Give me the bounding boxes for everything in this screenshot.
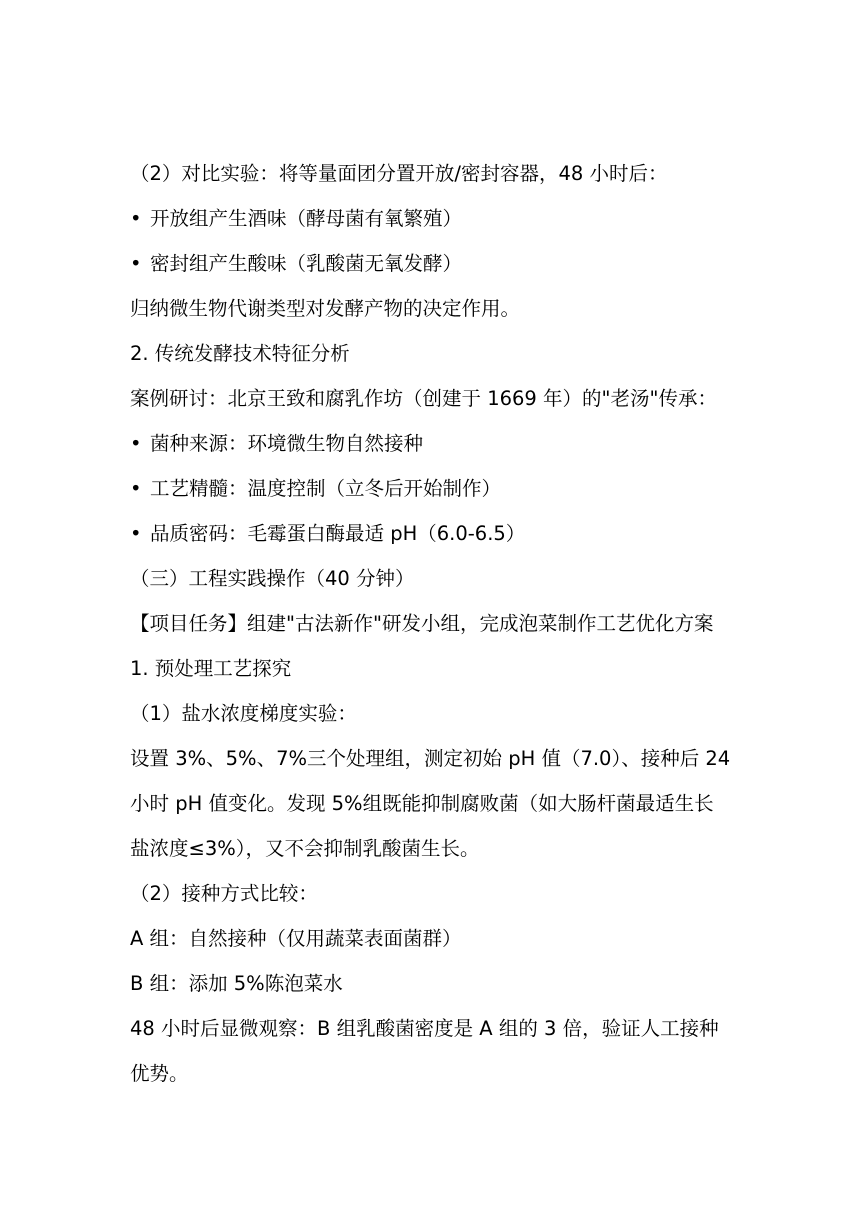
bullet-text: 品质密码：毛霉蛋白酶最适 pH（6.0-6.5）: [150, 522, 526, 545]
paragraph-line: A 组：自然接种（仅用蔬菜表面菌群）: [130, 927, 462, 950]
paragraph-line: 【项目任务】组建"古法新作"研发小组，完成泡菜制作工艺优化方案: [130, 612, 714, 635]
paragraph-line: 48 小时后显微观察：B 组乳酸菌密度是 A 组的 3 倍，验证人工接种: [130, 1017, 719, 1040]
paragraph-line: 案例研讨：北京王致和腐乳作坊（创建于 1669 年）的"老汤"传承：: [130, 387, 717, 410]
paragraph-line: 小时 pH 值变化。发现 5%组既能抑制腐败菌（如大肠杆菌最适生长: [130, 792, 714, 815]
paragraph-line: 盐浓度≤3%），又不会抑制乳酸菌生长。: [130, 837, 480, 860]
bullet-item: [130, 520, 750, 548]
paragraph-line: （2）对比实验：将等量面团分置开放/密封容器，48 小时后：: [130, 162, 668, 185]
bullet-text: 工艺精髓：温度控制（立冬后开始制作）: [150, 477, 502, 500]
bullet-item: [130, 475, 750, 503]
paragraph-line: B 组：添加 5%陈泡菜水: [130, 972, 343, 995]
bullet-text: 开放组产生酒味（酵母菌有氧繁殖）: [150, 207, 463, 230]
paragraph-line: （2）接种方式比较：: [130, 882, 318, 905]
paragraph-line: 优势。: [130, 1062, 189, 1085]
bullet-text: 菌种来源：环境微生物自然接种: [150, 432, 424, 455]
bullet-text: 密封组产生酸味（乳酸菌无氧发酵）: [150, 252, 463, 275]
bullet-item: [130, 250, 750, 278]
paragraph-line: （1）盐水浓度梯度实验：: [130, 702, 357, 725]
paragraph-line: 设置 3%、5%、7%三个处理组，测定初始 pH 值（7.0）、接种后 24: [130, 747, 731, 770]
bullet-item: [130, 205, 750, 233]
section-heading: 2. 传统发酵技术特征分析: [130, 342, 350, 365]
paragraph-line: 归纳微生物代谢类型对发酵产物的决定作用。: [130, 297, 521, 320]
section-heading: 1. 预处理工艺探究: [130, 657, 292, 680]
bullet-item: [130, 430, 750, 458]
section-heading: （三）工程实践操作（40 分钟）: [130, 567, 415, 590]
